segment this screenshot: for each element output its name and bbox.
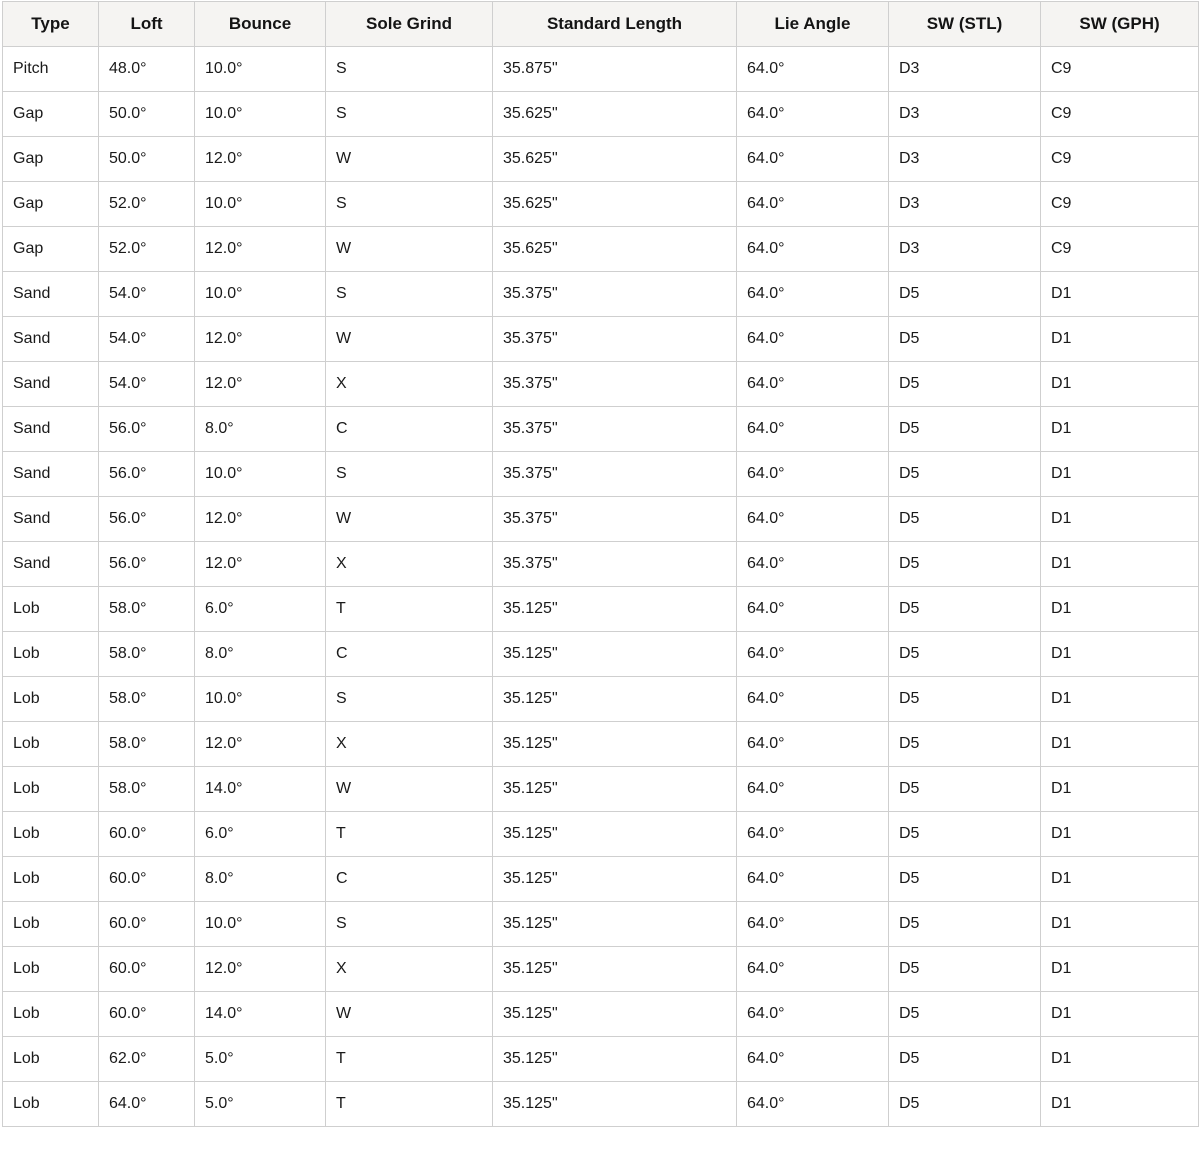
cell-sw-stl: D5 xyxy=(889,542,1041,587)
cell-sole-grind: S xyxy=(326,452,493,497)
cell-sw-stl: D5 xyxy=(889,272,1041,317)
cell-sw-gph: D1 xyxy=(1041,362,1199,407)
cell-standard-length: 35.875" xyxy=(493,47,737,92)
cell-sole-grind: W xyxy=(326,992,493,1037)
cell-type: Lob xyxy=(3,902,99,947)
table-row xyxy=(3,812,1199,857)
cell-lie-angle: 64.0° xyxy=(737,812,889,857)
cell-lie-angle: 64.0° xyxy=(737,362,889,407)
cell-bounce: 10.0° xyxy=(195,452,326,497)
cell-type: Pitch xyxy=(3,47,99,92)
cell-sw-stl: D5 xyxy=(889,1037,1041,1082)
cell-bounce: 6.0° xyxy=(195,587,326,632)
cell-sw-stl: D3 xyxy=(889,227,1041,272)
cell-lie-angle: 64.0° xyxy=(737,227,889,272)
cell-loft: 54.0° xyxy=(99,362,195,407)
cell-sw-stl: D5 xyxy=(889,902,1041,947)
cell-standard-length: 35.375" xyxy=(493,452,737,497)
table-row xyxy=(3,947,1199,992)
table-row xyxy=(3,362,1199,407)
cell-sw-stl: D5 xyxy=(889,362,1041,407)
cell-type: Gap xyxy=(3,182,99,227)
cell-standard-length: 35.125" xyxy=(493,1082,737,1127)
cell-standard-length: 35.125" xyxy=(493,857,737,902)
cell-bounce: 14.0° xyxy=(195,767,326,812)
cell-sw-gph: C9 xyxy=(1041,47,1199,92)
cell-sole-grind: X xyxy=(326,362,493,407)
cell-sole-grind: C xyxy=(326,632,493,677)
cell-type: Gap xyxy=(3,92,99,137)
table-row xyxy=(3,767,1199,812)
cell-lie-angle: 64.0° xyxy=(737,542,889,587)
table-row xyxy=(3,182,1199,227)
cell-bounce: 14.0° xyxy=(195,992,326,1037)
cell-sw-stl: D3 xyxy=(889,92,1041,137)
table-row xyxy=(3,92,1199,137)
cell-sw-stl: D5 xyxy=(889,722,1041,767)
cell-type: Sand xyxy=(3,407,99,452)
column-header-loft: Loft xyxy=(99,2,195,47)
cell-lie-angle: 64.0° xyxy=(737,272,889,317)
cell-sw-gph: D1 xyxy=(1041,767,1199,812)
cell-loft: 60.0° xyxy=(99,857,195,902)
cell-lie-angle: 64.0° xyxy=(737,677,889,722)
cell-loft: 58.0° xyxy=(99,587,195,632)
cell-bounce: 8.0° xyxy=(195,632,326,677)
cell-loft: 60.0° xyxy=(99,812,195,857)
cell-sw-stl: D5 xyxy=(889,767,1041,812)
cell-bounce: 5.0° xyxy=(195,1082,326,1127)
cell-standard-length: 35.125" xyxy=(493,767,737,812)
cell-type: Sand xyxy=(3,542,99,587)
cell-bounce: 6.0° xyxy=(195,812,326,857)
cell-sw-stl: D3 xyxy=(889,47,1041,92)
cell-type: Sand xyxy=(3,497,99,542)
cell-type: Lob xyxy=(3,992,99,1037)
cell-loft: 50.0° xyxy=(99,92,195,137)
cell-standard-length: 35.125" xyxy=(493,587,737,632)
cell-lie-angle: 64.0° xyxy=(737,992,889,1037)
cell-sole-grind: X xyxy=(326,542,493,587)
cell-sw-gph: D1 xyxy=(1041,407,1199,452)
cell-bounce: 12.0° xyxy=(195,542,326,587)
cell-bounce: 12.0° xyxy=(195,317,326,362)
cell-type: Gap xyxy=(3,227,99,272)
cell-lie-angle: 64.0° xyxy=(737,1037,889,1082)
column-header-sole-grind: Sole Grind xyxy=(326,2,493,47)
cell-sw-gph: D1 xyxy=(1041,722,1199,767)
cell-standard-length: 35.125" xyxy=(493,722,737,767)
cell-loft: 58.0° xyxy=(99,677,195,722)
cell-sw-gph: D1 xyxy=(1041,272,1199,317)
cell-sw-stl: D5 xyxy=(889,947,1041,992)
cell-sw-stl: D5 xyxy=(889,317,1041,362)
cell-type: Lob xyxy=(3,677,99,722)
table-row xyxy=(3,857,1199,902)
cell-sw-stl: D5 xyxy=(889,992,1041,1037)
cell-standard-length: 35.125" xyxy=(493,947,737,992)
table-row xyxy=(3,452,1199,497)
cell-standard-length: 35.125" xyxy=(493,1037,737,1082)
cell-sw-gph: D1 xyxy=(1041,587,1199,632)
cell-lie-angle: 64.0° xyxy=(737,317,889,362)
cell-sw-gph: D1 xyxy=(1041,992,1199,1037)
table-header xyxy=(3,2,1199,47)
cell-sole-grind: S xyxy=(326,182,493,227)
cell-sole-grind: S xyxy=(326,677,493,722)
cell-bounce: 12.0° xyxy=(195,362,326,407)
cell-type: Lob xyxy=(3,1082,99,1127)
column-header-lie-angle: Lie Angle xyxy=(737,2,889,47)
wedge-spec-table xyxy=(2,1,1199,1127)
table-row xyxy=(3,407,1199,452)
cell-standard-length: 35.125" xyxy=(493,632,737,677)
cell-lie-angle: 64.0° xyxy=(737,92,889,137)
cell-sw-gph: C9 xyxy=(1041,137,1199,182)
cell-loft: 58.0° xyxy=(99,722,195,767)
cell-lie-angle: 64.0° xyxy=(737,497,889,542)
table-body xyxy=(3,47,1199,1127)
table-row xyxy=(3,317,1199,362)
cell-bounce: 5.0° xyxy=(195,1037,326,1082)
cell-sw-gph: D1 xyxy=(1041,812,1199,857)
cell-bounce: 10.0° xyxy=(195,677,326,722)
cell-standard-length: 35.625" xyxy=(493,227,737,272)
cell-loft: 48.0° xyxy=(99,47,195,92)
cell-sw-stl: D5 xyxy=(889,452,1041,497)
cell-bounce: 10.0° xyxy=(195,902,326,947)
cell-standard-length: 35.375" xyxy=(493,362,737,407)
cell-loft: 56.0° xyxy=(99,452,195,497)
cell-bounce: 8.0° xyxy=(195,857,326,902)
cell-bounce: 10.0° xyxy=(195,47,326,92)
cell-sw-gph: D1 xyxy=(1041,452,1199,497)
cell-sw-gph: D1 xyxy=(1041,947,1199,992)
cell-sw-gph: D1 xyxy=(1041,317,1199,362)
column-header-standard-length: Standard Length xyxy=(493,2,737,47)
cell-bounce: 12.0° xyxy=(195,227,326,272)
cell-sw-gph: C9 xyxy=(1041,92,1199,137)
cell-loft: 52.0° xyxy=(99,227,195,272)
column-header-type: Type xyxy=(3,2,99,47)
cell-sole-grind: X xyxy=(326,947,493,992)
cell-type: Lob xyxy=(3,1037,99,1082)
cell-bounce: 10.0° xyxy=(195,272,326,317)
cell-sw-stl: D3 xyxy=(889,182,1041,227)
table-row xyxy=(3,722,1199,767)
table-row xyxy=(3,1037,1199,1082)
cell-sole-grind: S xyxy=(326,47,493,92)
cell-standard-length: 35.625" xyxy=(493,137,737,182)
cell-bounce: 12.0° xyxy=(195,497,326,542)
cell-lie-angle: 64.0° xyxy=(737,632,889,677)
cell-lie-angle: 64.0° xyxy=(737,452,889,497)
cell-sole-grind: X xyxy=(326,722,493,767)
cell-loft: 60.0° xyxy=(99,902,195,947)
table-row xyxy=(3,992,1199,1037)
cell-lie-angle: 64.0° xyxy=(737,857,889,902)
cell-sw-gph: C9 xyxy=(1041,227,1199,272)
table-row xyxy=(3,632,1199,677)
table-row xyxy=(3,587,1199,632)
cell-sole-grind: W xyxy=(326,497,493,542)
cell-bounce: 12.0° xyxy=(195,947,326,992)
cell-standard-length: 35.375" xyxy=(493,497,737,542)
cell-sole-grind: T xyxy=(326,1037,493,1082)
cell-type: Gap xyxy=(3,137,99,182)
cell-type: Sand xyxy=(3,272,99,317)
cell-sole-grind: C xyxy=(326,407,493,452)
cell-sole-grind: T xyxy=(326,587,493,632)
cell-sw-stl: D5 xyxy=(889,1082,1041,1127)
cell-standard-length: 35.625" xyxy=(493,92,737,137)
cell-type: Lob xyxy=(3,767,99,812)
cell-type: Lob xyxy=(3,947,99,992)
column-header-sw-stl: SW (STL) xyxy=(889,2,1041,47)
table-row xyxy=(3,542,1199,587)
column-header-bounce: Bounce xyxy=(195,2,326,47)
cell-loft: 54.0° xyxy=(99,272,195,317)
cell-sole-grind: T xyxy=(326,1082,493,1127)
cell-lie-angle: 64.0° xyxy=(737,722,889,767)
cell-lie-angle: 64.0° xyxy=(737,1082,889,1127)
cell-lie-angle: 64.0° xyxy=(737,767,889,812)
cell-type: Lob xyxy=(3,632,99,677)
cell-lie-angle: 64.0° xyxy=(737,902,889,947)
cell-sole-grind: W xyxy=(326,317,493,362)
cell-loft: 56.0° xyxy=(99,407,195,452)
cell-bounce: 10.0° xyxy=(195,182,326,227)
cell-sole-grind: W xyxy=(326,767,493,812)
cell-sw-stl: D5 xyxy=(889,497,1041,542)
cell-lie-angle: 64.0° xyxy=(737,137,889,182)
table-row xyxy=(3,227,1199,272)
table-row xyxy=(3,272,1199,317)
cell-type: Lob xyxy=(3,587,99,632)
table-row xyxy=(3,47,1199,92)
cell-sw-stl: D5 xyxy=(889,632,1041,677)
cell-standard-length: 35.125" xyxy=(493,902,737,947)
cell-sole-grind: W xyxy=(326,137,493,182)
cell-type: Lob xyxy=(3,722,99,767)
cell-standard-length: 35.375" xyxy=(493,542,737,587)
cell-sole-grind: S xyxy=(326,272,493,317)
cell-standard-length: 35.125" xyxy=(493,677,737,722)
cell-sw-stl: D5 xyxy=(889,812,1041,857)
cell-loft: 58.0° xyxy=(99,767,195,812)
cell-bounce: 12.0° xyxy=(195,137,326,182)
cell-loft: 52.0° xyxy=(99,182,195,227)
cell-sw-gph: D1 xyxy=(1041,542,1199,587)
table-row xyxy=(3,1082,1199,1127)
cell-loft: 56.0° xyxy=(99,542,195,587)
column-header-sw-gph: SW (GPH) xyxy=(1041,2,1199,47)
table-row xyxy=(3,137,1199,182)
cell-sw-gph: D1 xyxy=(1041,632,1199,677)
cell-sw-gph: C9 xyxy=(1041,182,1199,227)
cell-bounce: 10.0° xyxy=(195,92,326,137)
cell-bounce: 8.0° xyxy=(195,407,326,452)
cell-lie-angle: 64.0° xyxy=(737,47,889,92)
cell-loft: 56.0° xyxy=(99,497,195,542)
cell-sw-stl: D3 xyxy=(889,137,1041,182)
cell-type: Lob xyxy=(3,857,99,902)
cell-loft: 64.0° xyxy=(99,1082,195,1127)
cell-sw-stl: D5 xyxy=(889,677,1041,722)
cell-type: Sand xyxy=(3,362,99,407)
cell-standard-length: 35.125" xyxy=(493,812,737,857)
table-row xyxy=(3,677,1199,722)
cell-sw-gph: D1 xyxy=(1041,497,1199,542)
cell-loft: 58.0° xyxy=(99,632,195,677)
cell-type: Sand xyxy=(3,317,99,362)
cell-standard-length: 35.375" xyxy=(493,407,737,452)
cell-bounce: 12.0° xyxy=(195,722,326,767)
cell-loft: 54.0° xyxy=(99,317,195,362)
table-row xyxy=(3,902,1199,947)
cell-lie-angle: 64.0° xyxy=(737,407,889,452)
cell-lie-angle: 64.0° xyxy=(737,182,889,227)
cell-sw-gph: D1 xyxy=(1041,857,1199,902)
cell-loft: 50.0° xyxy=(99,137,195,182)
cell-sw-gph: D1 xyxy=(1041,902,1199,947)
cell-sw-gph: D1 xyxy=(1041,677,1199,722)
header-row xyxy=(3,2,1199,47)
cell-sw-stl: D5 xyxy=(889,587,1041,632)
cell-sole-grind: S xyxy=(326,902,493,947)
cell-standard-length: 35.625" xyxy=(493,182,737,227)
cell-loft: 60.0° xyxy=(99,992,195,1037)
cell-sw-gph: D1 xyxy=(1041,1037,1199,1082)
cell-sw-stl: D5 xyxy=(889,407,1041,452)
cell-type: Lob xyxy=(3,812,99,857)
cell-sole-grind: T xyxy=(326,812,493,857)
cell-standard-length: 35.375" xyxy=(493,272,737,317)
cell-loft: 60.0° xyxy=(99,947,195,992)
cell-sole-grind: C xyxy=(326,857,493,902)
cell-lie-angle: 64.0° xyxy=(737,947,889,992)
table-row xyxy=(3,497,1199,542)
cell-loft: 62.0° xyxy=(99,1037,195,1082)
cell-type: Sand xyxy=(3,452,99,497)
cell-lie-angle: 64.0° xyxy=(737,587,889,632)
cell-sw-gph: D1 xyxy=(1041,1082,1199,1127)
cell-standard-length: 35.125" xyxy=(493,992,737,1037)
cell-standard-length: 35.375" xyxy=(493,317,737,362)
cell-sole-grind: W xyxy=(326,227,493,272)
cell-sole-grind: S xyxy=(326,92,493,137)
cell-sw-stl: D5 xyxy=(889,857,1041,902)
